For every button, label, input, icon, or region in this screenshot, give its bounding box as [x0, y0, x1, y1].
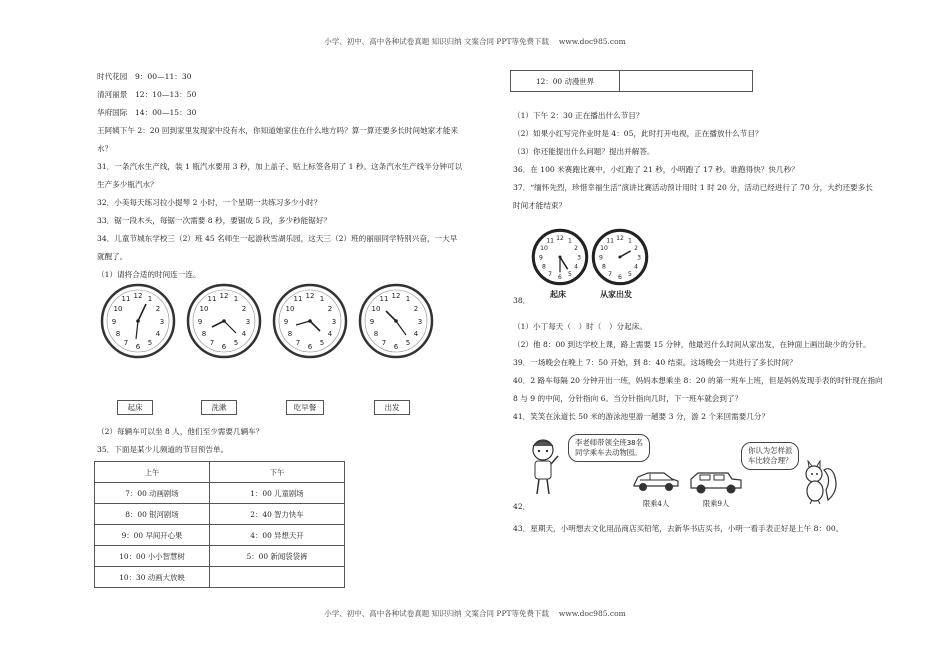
boy-icon: [524, 436, 562, 498]
page-footer: 小学、初中、高中各种试卷真题 知识归纳 文案合同 PPT等免费下载 www.doc985.com: [324, 609, 626, 618]
svg-text:10: 10: [600, 245, 608, 253]
svg-text:10: 10: [540, 245, 548, 253]
clock-label-depart: 从家出发: [600, 290, 632, 299]
question-43: 43．星期天，小明想去文化用品商店买铅笔，去新华书店买书，小明一看手表正好是上午 8：00。: [513, 524, 844, 533]
svg-text:11: 11: [293, 295, 303, 303]
svg-text:11: 11: [121, 295, 131, 303]
table-row: [95, 504, 345, 525]
svg-text:8: 8: [542, 263, 546, 271]
svg-text:2: 2: [634, 245, 638, 253]
question-33: 33．锯一段木头，每锯一次需要 8 秒，要锯成 5 段，多少秒能锯好？: [97, 216, 332, 225]
table-cell: 12：00 动漫世界: [511, 71, 620, 92]
svg-text:4: 4: [155, 330, 161, 338]
svg-text:1: 1: [567, 237, 572, 245]
svg-text:12: 12: [391, 292, 401, 300]
table-row: [95, 567, 345, 588]
speech-bubble-question: 你认为怎样派 车比较合理？: [741, 442, 799, 470]
svg-text:9: 9: [283, 318, 289, 326]
question-40-b: 8 与 9 的中间，分针指向 6。当分针指向几时，下一班车就会到了？: [513, 394, 743, 403]
svg-text:8: 8: [602, 263, 606, 271]
svg-text:5: 5: [627, 271, 632, 279]
svg-text:8: 8: [201, 330, 207, 338]
question-37-b: 时间才能结束？: [513, 201, 567, 210]
table-cell: 5：00 新闻袋袋裤: [210, 546, 345, 567]
table-cell: [210, 567, 345, 588]
table-row: [95, 546, 345, 567]
svg-text:3: 3: [577, 254, 582, 262]
svg-text:2: 2: [574, 245, 578, 253]
table-head-am: 上午: [95, 462, 210, 483]
page-header: 小学、初中、高中各种试卷真题 知识归纳 文案合同 PPT等免费下载 www.doc985.com: [324, 37, 626, 46]
svg-text:12: 12: [616, 235, 624, 243]
table-cell: 4：00 异想天开: [210, 525, 345, 546]
svg-text:1: 1: [147, 295, 153, 303]
svg-text:3: 3: [159, 318, 165, 326]
svg-text:9: 9: [111, 318, 117, 326]
question-34-c: （1）请将合适的时间连一连。: [97, 270, 201, 279]
table-cell: 10：00 小小智慧树: [95, 546, 210, 567]
svg-text:11: 11: [606, 237, 614, 245]
svg-text:7: 7: [209, 339, 215, 347]
svg-text:1: 1: [233, 295, 239, 303]
svg-text:6: 6: [558, 274, 562, 282]
svg-text:3: 3: [417, 318, 423, 326]
svg-text:8: 8: [287, 330, 293, 338]
question-41: 41．笑笑在泳道长 50 米的游泳池里游一趟要 3 分，游 2 个来回需要几分？: [513, 412, 770, 421]
svg-text:5: 5: [233, 339, 239, 347]
svg-text:10: 10: [113, 305, 123, 313]
line-1: 时代花园 9：00—11：30: [97, 72, 192, 81]
svg-text:4: 4: [327, 330, 333, 338]
svg-text:6: 6: [221, 343, 227, 351]
question-38-2: （2）他 8：00 到达学校上课，路上需要 15 分钟，他最迟什么时间从家出发，在钟面上画出缺少的分针。: [513, 340, 871, 349]
svg-text:4: 4: [241, 330, 247, 338]
table-cell: 1：00 儿童剧场: [210, 483, 345, 504]
svg-text:5: 5: [567, 271, 572, 279]
svg-text:7: 7: [381, 339, 387, 347]
svg-text:2: 2: [413, 305, 419, 313]
table-cell: 10：30 动画大放映: [95, 567, 210, 588]
table-cell: 2：40 智力快车: [210, 504, 345, 525]
svg-text:1: 1: [405, 295, 411, 303]
table-head-pm: 下午: [210, 462, 345, 483]
squirrel-icon: [800, 460, 840, 504]
svg-text:6: 6: [135, 343, 141, 351]
option-depart[interactable]: 出发: [374, 400, 410, 415]
svg-text:7: 7: [608, 271, 613, 279]
svg-text:6: 6: [618, 274, 622, 282]
svg-text:4: 4: [634, 263, 638, 271]
question-35-3: （3）你还能提出什么问题？提出并解答。: [513, 147, 655, 156]
table-cell: 8：00 银河剧场: [95, 504, 210, 525]
clock-icon-wake: [531, 228, 589, 286]
question-32: 32．小美每天练习拉小提琴 2 小时，一个星期一共练习多少小时？: [97, 198, 322, 207]
svg-text:4: 4: [413, 330, 419, 338]
svg-text:12: 12: [133, 292, 143, 300]
question-35-2: （2）如果小红写完作业时是 4：05，此时打开电视，正在播放什么节目？: [513, 129, 763, 138]
line-3: 华府国际 14：00—15：30: [97, 108, 197, 117]
svg-text:3: 3: [331, 318, 337, 326]
question-31-a: 31．一条汽水生产线，装 1 瓶汽水要用 3 秒，加上盖子、贴上标签各用了 1 秒。这条汽水生产线半分钟可以: [97, 162, 463, 171]
question-40-a: 40．2 路车每隔 20 分钟开出一班，妈妈本想乘坐 8：20 的第一班车上班，但是妈妈发现手表的时针现在指向: [513, 376, 883, 385]
svg-text:9: 9: [197, 318, 203, 326]
clock-icon-1: [100, 283, 176, 359]
svg-text:5: 5: [405, 339, 411, 347]
svg-text:10: 10: [371, 305, 381, 313]
svg-text:2: 2: [327, 305, 333, 313]
table-cell-empty: [620, 71, 753, 92]
question-38: 38．: [513, 296, 531, 305]
clock-icon-2: [186, 283, 262, 359]
schedule-table-continued: [510, 70, 753, 92]
svg-text:2: 2: [241, 305, 247, 313]
svg-text:9: 9: [598, 254, 603, 262]
line-5: 水？: [97, 144, 113, 153]
clock-icon-4: [358, 283, 434, 359]
clock-label-wake: 起床: [550, 290, 566, 299]
svg-text:11: 11: [546, 237, 554, 245]
speech-bubble-teacher: 李老师带领全班38名 同学乘车去动物园。: [568, 434, 650, 462]
svg-text:11: 11: [379, 295, 389, 303]
question-37-a: 37．“缅怀先烈，珍惜幸福生活”演讲比赛活动预计用时 1 时 20 分，活动已经进行了 70 分，大约还要多长: [513, 183, 873, 192]
svg-text:9: 9: [538, 254, 543, 262]
svg-text:8: 8: [115, 330, 121, 338]
svg-text:12: 12: [305, 292, 315, 300]
svg-text:7: 7: [123, 339, 129, 347]
question-34-a: 34．儿童节城东学校三（2）班 45 名师生一起游秋雪湖乐园，这天三（2）班的丽丽同学特别兴奋，一大早: [97, 234, 458, 243]
car-large-caption: 限乘9人: [703, 499, 730, 508]
svg-text:10: 10: [199, 305, 209, 313]
question-39: 39．一场晚会在晚上 7：50 开始，到 8：40 结束。这场晚会一共进行了多长时间？: [513, 358, 797, 367]
question-38-1: （1）小丁每天（ ）时（ ）分起床。: [513, 322, 647, 331]
question-42: 42．: [513, 502, 531, 511]
svg-text:12: 12: [219, 292, 229, 300]
option-wake-up[interactable]: 起床: [117, 400, 153, 415]
line-2: 清河丽景 12：10—13：50: [97, 90, 197, 99]
svg-text:3: 3: [637, 254, 642, 262]
svg-text:8: 8: [373, 330, 379, 338]
question-34-b: 就醒了。: [97, 252, 128, 261]
svg-text:9: 9: [369, 318, 375, 326]
svg-text:5: 5: [147, 339, 153, 347]
svg-text:7: 7: [295, 339, 301, 347]
question-31-b: 生产多少瓶汽水？: [97, 180, 158, 189]
table-cell: 9：00 早间开心果: [95, 525, 210, 546]
svg-text:1: 1: [319, 295, 325, 303]
svg-text:6: 6: [393, 343, 399, 351]
car-small-icon: [630, 467, 682, 493]
schedule-table: [94, 461, 345, 588]
option-wash[interactable]: 洗漱: [201, 400, 237, 415]
svg-text:2: 2: [155, 305, 161, 313]
clock-icon-3: [272, 283, 348, 359]
table-row: [95, 483, 345, 504]
table-cell: 7：00 动画剧场: [95, 483, 210, 504]
car-small-caption: 限乘4人: [643, 499, 670, 508]
svg-text:11: 11: [207, 295, 217, 303]
line-4: 王阿姨下午 2：20 回到家里发现家中没有水，你知道她家住在什么地方吗？算一算还要多长时间她家才能来: [97, 126, 459, 135]
svg-text:7: 7: [548, 271, 553, 279]
question-35-1: （1）下午 2：30 正在播出什么节目？: [513, 111, 644, 120]
svg-text:4: 4: [574, 263, 578, 271]
option-breakfast[interactable]: 吃早餐: [286, 400, 324, 415]
svg-text:10: 10: [285, 305, 295, 313]
table-row: [95, 525, 345, 546]
car-large-icon: [688, 467, 744, 495]
svg-text:6: 6: [307, 343, 313, 351]
svg-text:12: 12: [556, 235, 564, 243]
question-34-d: （2）每辆车可以坐 8 人，他们至少需要几辆车？: [97, 427, 264, 436]
question-36: 36．在 100 米赛跑比赛中，小红跑了 21 秒，小明跑了 17 秒。谁跑得快？快几秒？: [513, 165, 799, 174]
svg-text:1: 1: [627, 237, 632, 245]
svg-text:5: 5: [319, 339, 325, 347]
svg-text:3: 3: [245, 318, 251, 326]
question-35: 35．下面是某少儿频道的节目预告单。: [97, 445, 229, 454]
clock-icon-depart: [591, 228, 649, 286]
